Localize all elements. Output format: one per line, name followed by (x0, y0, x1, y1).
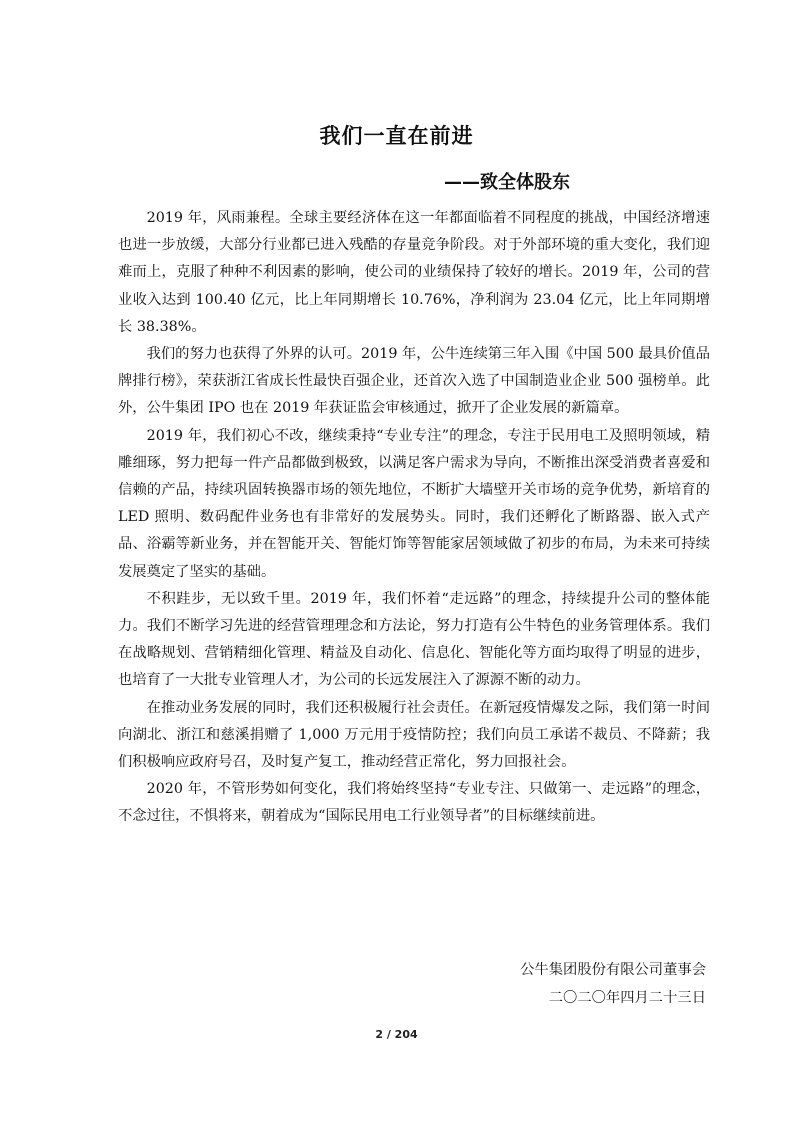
paragraph: 2020 年，不管形势如何变化，我们将始终坚持“专业专注、只做第一、走远路”的理念，不念过往，不惧将来，朝着成为“国际民用电工行业领导者”的目标继续前进。 (118, 781, 710, 825)
signature-date: 二〇二〇年四月二十三日 (548, 989, 706, 1006)
paragraph: 2019 年，我们初心不改，继续秉持“专业专注”的理念，专注于民用电工及照明领域，精雕细琢，努力把每一件产品都做到极致，以满足客户需求为导向，不断推出深受消费者喜爱和信赖的产品，持续巩固转换器市场的领先地位，不断扩大墙壁开关市场的竞争优势，新培育的 LED 照明、数码配件业务也有非常好的发展势头。同时，我们还孵化了断路器、嵌入式产品、浴霸等新业务，并在智能开关、智能灯饰等智能家居领域做了初步的布局，为未来可持续发展奠定了坚实的基础。 (118, 427, 710, 580)
page-number: 2 / 204 (375, 1028, 418, 1041)
paragraph: 2019 年，风雨兼程。全球主要经济体在这一年都面临着不同程度的挑战，中国经济增速也进一步放缓，大部分行业都已进入残酷的存量竞争阶段。对于外部环境的重大变化，我们迎难而上，克服了种种不利因素的影响，使公司的业绩保持了较好的增长。2019 年，公司的营业收入达到 100.40 亿元，比上年同期增长 10.76%，净利润为 23.04 亿元，比上年同期增长 38.38%。 (118, 210, 710, 335)
paragraph: 我们的努力也获得了外界的认可。2019 年，公牛连续第三年入围《中国 500 最具价值品牌排行榜》，荣获浙江省成长性最快百强企业，还首次入选了中国制造业企业 500 强榜单。此外，公牛集团 IPO 也在 2019 年获证监会审核通过，掀开了企业发展的新篇章。 (118, 346, 710, 417)
signature-block (520, 957, 706, 1012)
page-title: 我们一直在前进 (319, 124, 474, 148)
letter-body (118, 205, 710, 831)
paragraph: 不积跬步，无以致千里。2019 年，我们怀着“走远路”的理念，持续提升公司的整体能力。我们不断学习先进的经营管理理念和方法论，努力打造有公牛特色的业务管理体系。我们在战略规划、营销精细化管理、精益及自动化、信息化、智能化等方面均取得了明显的进步，也培育了一大批专业管理人才，为公司的长远发展注入了源源不断的动力。 (118, 590, 710, 689)
paragraph: 在推动业务发展的同时，我们还积极履行社会责任。在新冠疫情爆发之际，我们第一时间向湖北、浙江和慈溪捐赠了 1,000 万元用于疫情防控；我们向员工承诺不裁员、不降薪；我们积极响应政府号召，及时复产复工，推动经营正常化，努力回报社会。 (118, 699, 710, 771)
signature-company: 公牛集团股份有限公司董事会 (520, 962, 706, 978)
page-subtitle: ——致全体股东 (444, 172, 570, 193)
